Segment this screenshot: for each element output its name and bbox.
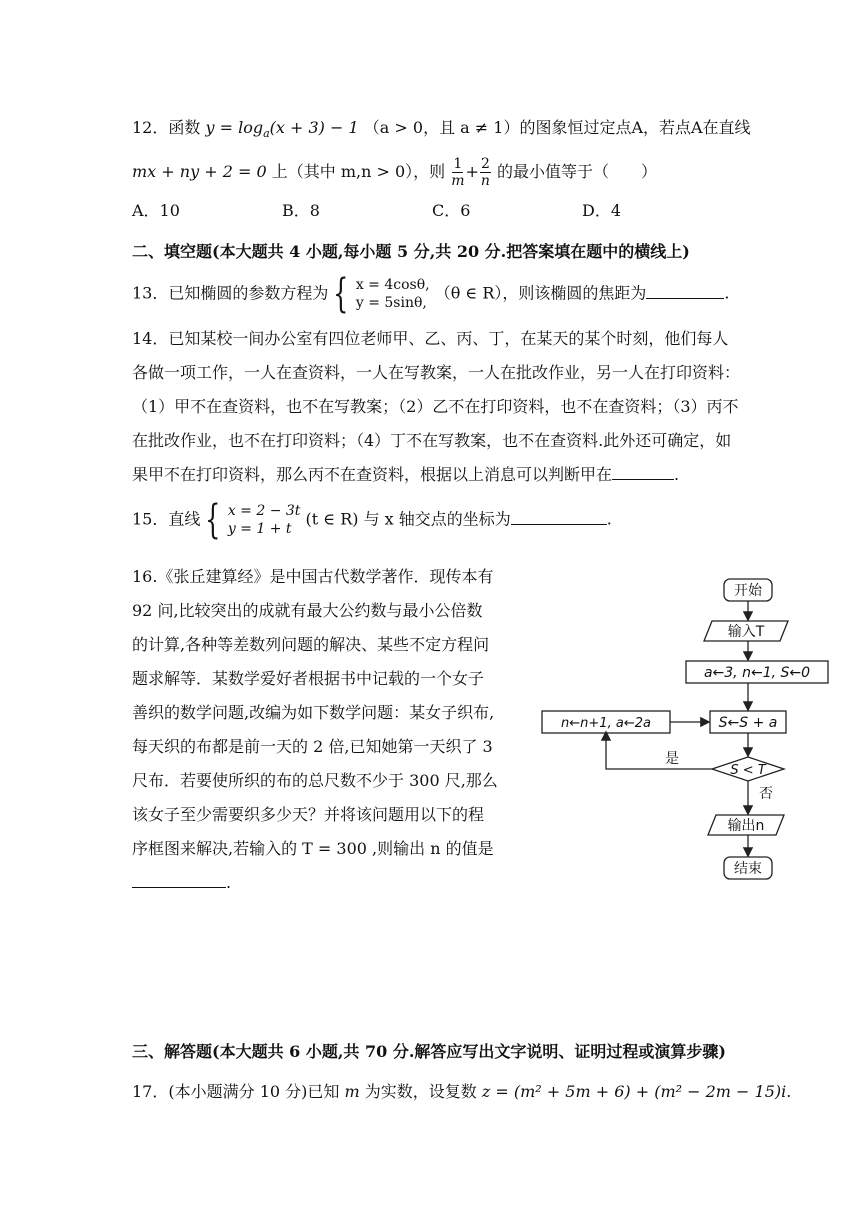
q15-param-system: { x = 2 − 3t y = 1 + t: [205, 497, 301, 543]
q16-answer-blank[interactable]: [132, 869, 226, 888]
q13: 13．已知椭圆的参数方程为 { x = 4cosθ, y = 5sinθ, （θ ∈ R），则该椭圆的焦距为 .: [132, 271, 730, 317]
q17-variable: m: [344, 1082, 360, 1101]
q14: 14．已知某校一间办公室有四位老师甲、乙、丙、丁，在某天的某个时刻，他们每人 各做一项工作，一人在查资料，一人在写教案，一人在批改作业，另一人在打印资料： （1）甲不在查资料，也不在写教案；（2）乙不在打印资料，也不在查资料；（3）丙不 在批改作业，也不在打印资料；（4）丁不在写教案，也不在查资料.此外还可确定，如 果甲不在打印资料，那么丙不在查资料，根据以上消息可以判断甲在 .: [132, 329, 741, 484]
q12-line-equation: mx + ny + 2 = 0: [132, 162, 267, 181]
q12-prefix: 12．函数: [132, 118, 201, 137]
flow-init-label: a←3, n←1, S←0: [703, 665, 811, 681]
q12-condition: （a > 0，且 a ≠ 1）的图象恒过定点A，若点A在直线: [363, 118, 751, 137]
q12-func: $y = \log_a(x + 3) - 1$: [205, 118, 359, 141]
option-d: D．4: [582, 201, 622, 220]
flow-start-label: 开始: [734, 583, 762, 599]
q13-answer-blank[interactable]: [646, 280, 724, 299]
flow-input-label: 输入T: [727, 624, 765, 640]
q17: 17．(本小题满分 10 分)已知 m 为实数，设复数 z = (m² + 5m + 6) + (m² − 2m − 15)i.: [132, 1082, 792, 1101]
option-c: C．6: [432, 201, 471, 220]
flow-output-label: 输出n: [727, 818, 765, 834]
q12-fraction-2: $\frac{2}{n}$: [480, 156, 490, 189]
section-3-heading: 三、解答题(本大题共 6 小题,共 70 分.解答应写出文字说明、证明过程或演算步骤): [132, 1042, 726, 1061]
flow-end-label: 结束: [734, 861, 762, 877]
flowchart: [540, 575, 840, 885]
flow-loop-label: n←n+1, a←2a: [561, 716, 651, 731]
q12-line2: mx + ny + 2 = 0 上（其中 m,n > 0），则 $\frac{1}{m}$ + $\frac{2}{n}$ 的最小值等于（ ）: [132, 156, 657, 189]
q15: 15．直线 { x = 2 − 3t y = 1 + t (t ∈ R) 与 x 轴交点的坐标为 .: [132, 497, 612, 543]
q12-line1: [132, 116, 751, 146]
option-b: B．8: [282, 201, 320, 220]
q16: 16.《张丘建算经》是中国古代数学著作．现传本有 92 问,比较突出的成就有最大公约数与最小公倍数 的计算,各种等差数列问题的解决、某些不定方程问 题求解等．某数学爱好者根据书中记载的一个女子 善织的数学问题,改编为如下数学问题：某女子织布, 每天织的布都是前一天的 2 倍,已知她第一天织了 3 尺布．若要使所织的布的总尺数不少于 300 尺,那么 该女子至少需要织多少天？并将该问题用以下的程 序框图来解决,若输入的 T = 300 ,则输出 n 的值是 .: [132, 567, 498, 892]
q17-complex-expression: z = (m² + 5m + 6) + (m² − 2m − 15)i: [481, 1082, 787, 1101]
flow-yes-label: 是: [665, 751, 679, 767]
flow-update-label: S←S + a: [718, 715, 778, 731]
flow-no-label: 否: [759, 786, 773, 802]
q15-answer-blank[interactable]: [511, 506, 607, 525]
q12-fraction-1: $\frac{1}{m}$: [451, 156, 465, 189]
flow-decision-label: S < T: [730, 763, 766, 778]
q14-answer-blank[interactable]: [612, 461, 674, 480]
section-2-heading: 二、填空题(本大题共 4 小题,每小题 5 分,共 20 分.把答案填在题中的横线上): [132, 242, 690, 261]
q13-param-system: { x = 4cosθ, y = 5sinθ,: [333, 271, 430, 317]
option-a: A．10: [132, 201, 180, 220]
